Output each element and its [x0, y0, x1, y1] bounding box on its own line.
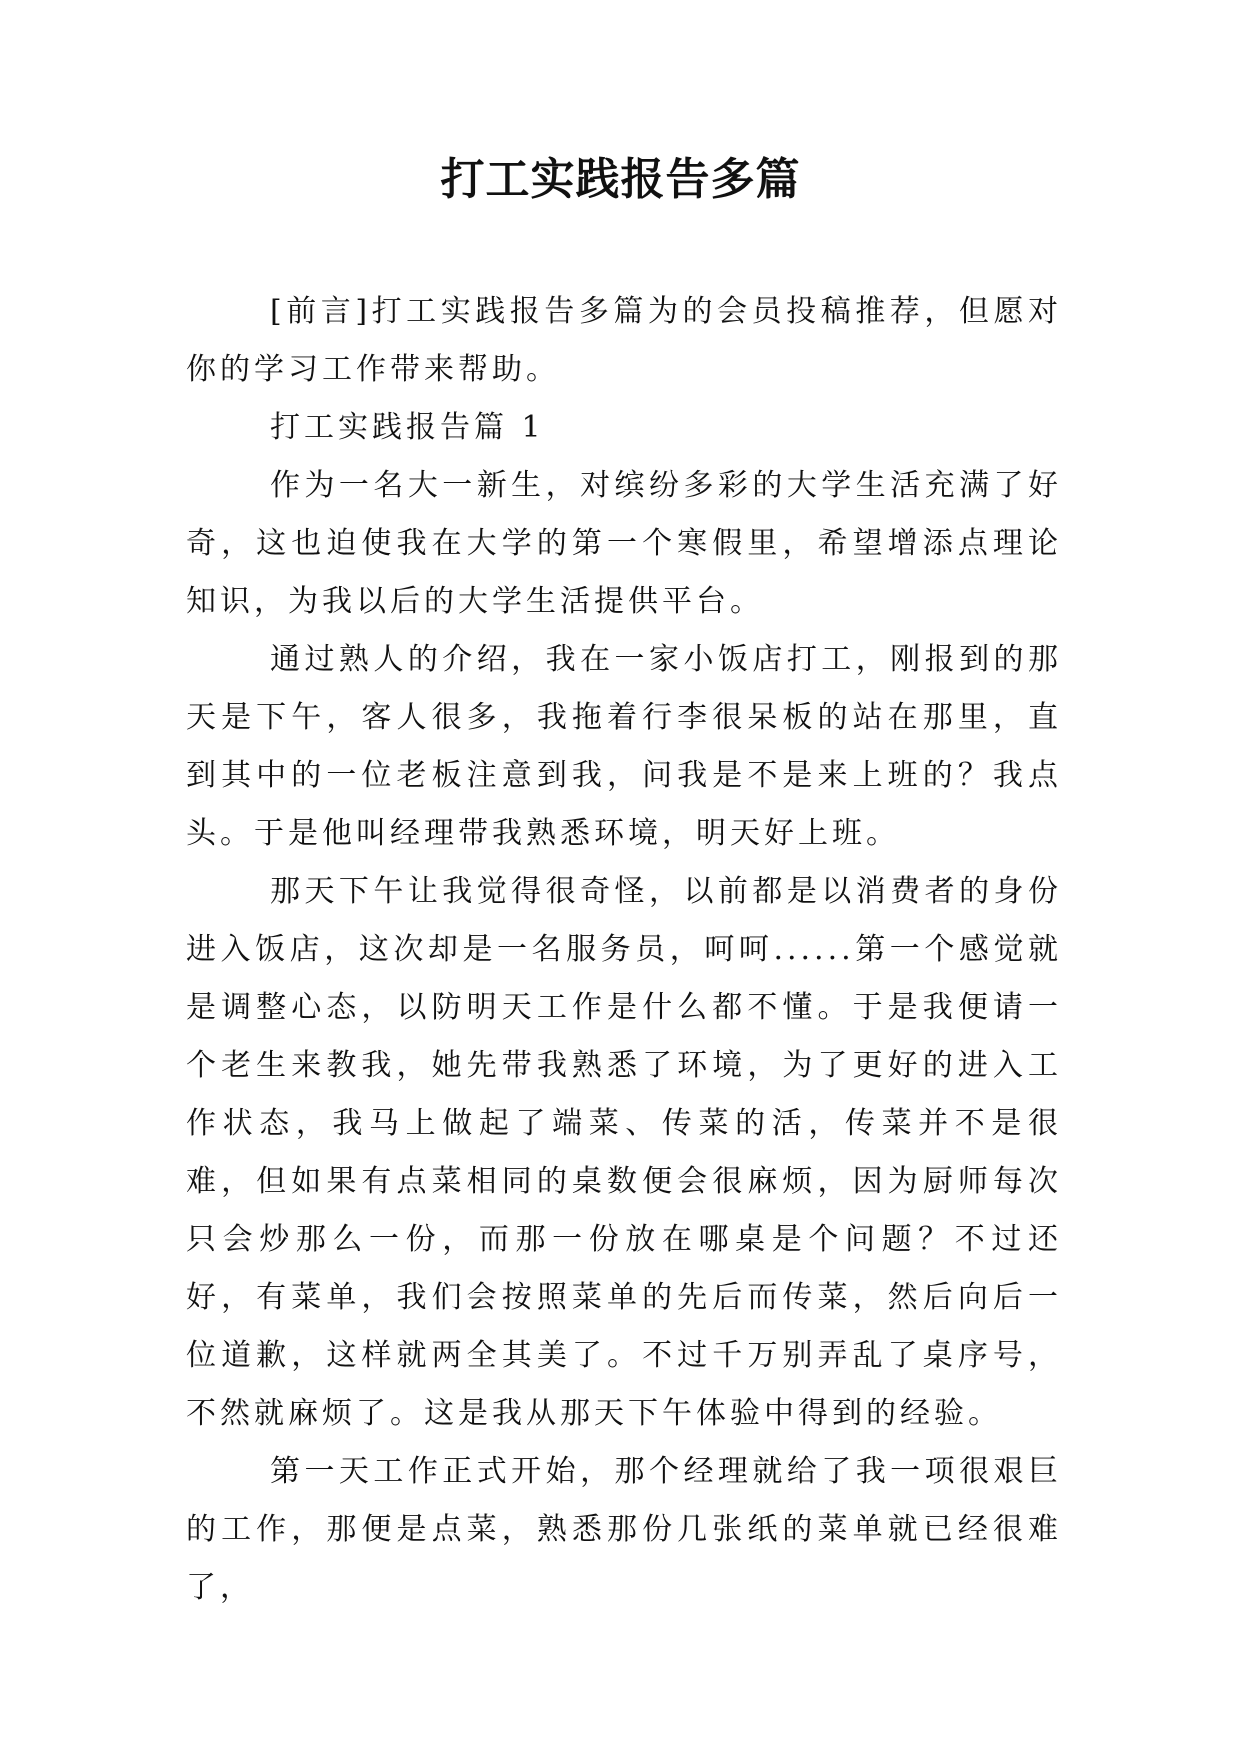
- document-title: 打工实践报告多篇: [440, 154, 801, 205]
- body-paragraph: 作为一名大一新生，对缤纷多彩的大学生活充满了好奇，这也迫使我在大学的第一个寒假里，希望增添点理论知识，为我以后的大学生活提供平台。: [186, 468, 1062, 619]
- body-paragraph: 通过熟人的介绍，我在一家小饭店打工，刚报到的那天是下午，客人很多，我拖着行李很呆板的站在那里，直到其中的一位老板注意到我，问我是不是来上班的？我点头。于是他叫经理带我熟悉环境，明天好上班。: [186, 642, 1062, 851]
- document-body: [186, 283, 1062, 1617]
- section-heading: 打工实践报告篇 1: [270, 410, 545, 445]
- preface-paragraph: [前言]打工实践报告多篇为的会员投稿推荐，但愿对你的学习工作带来帮助。: [186, 294, 1062, 387]
- body-paragraph: 那天下午让我觉得很奇怪，以前都是以消费者的身份进入饭店，这次却是一名服务员，呵呵......第一个感觉就是调整心态，以防明天工作是什么都不懂。于是我便请一个老生来教我，她先带我熟悉了环境，为了更好的进入工作状态，我马上做起了端菜、传菜的活，传菜并不是很难，但如果有点菜相同的桌数便会很麻烦，因为厨师每次只会炒那么一份，而那一份放在哪桌是个问题？不过还好，有菜单，我们会按照菜单的先后而传菜，然后向后一位道歉，这样就两全其美了。不过千万别弄乱了桌序号，不然就麻烦了。这是我从那天下午体验中得到的经验。: [186, 874, 1062, 1431]
- body-paragraph: 第一天工作正式开始，那个经理就给了我一项很艰巨的工作，那便是点菜，熟悉那份几张纸的菜单就已经很难了，: [186, 1454, 1062, 1605]
